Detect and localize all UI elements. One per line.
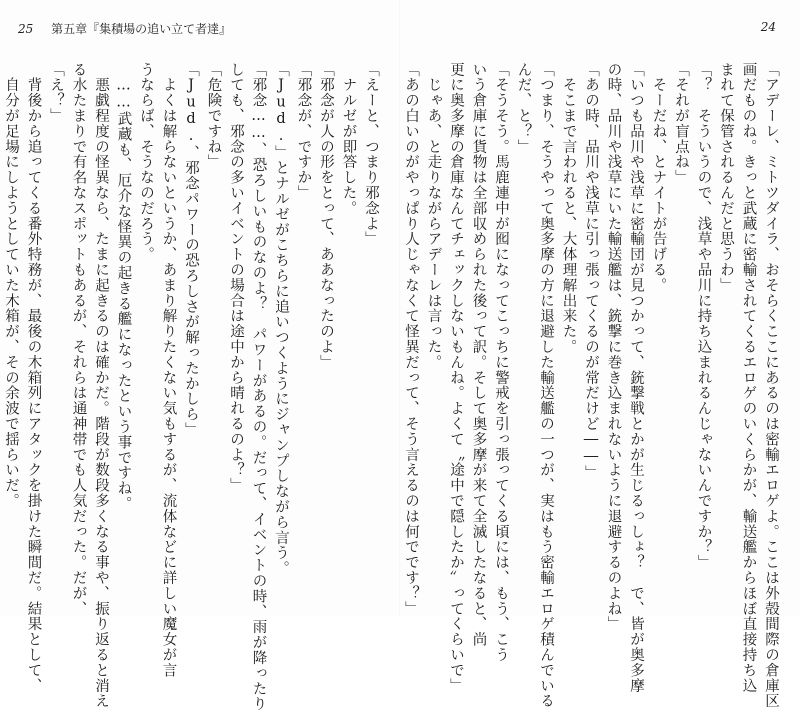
text-line: 「危険ですね」 [205, 62, 222, 170]
text-line: 更に奥多摩の倉庫なんてチェックしないもんね。よくて〝途中で隠したか〟ってくらいで」 [448, 62, 464, 694]
text-line: しても、邪念の多いイベントの場合は途中から晴れるのよ？」 [228, 62, 244, 494]
text-line: 「あの時、品川や浅草に引っ張ってくるのが常だけど――」 [583, 62, 599, 481]
text-line: 「え？」 [48, 62, 64, 124]
text-line: よくは解らないというか、あまり解りたくない気もするが、流体などに詳しい魔女が言 [160, 62, 177, 678]
text-line: 「Jud.」とナルゼがこちらに追いつくようにジャンプしながら言う。 [273, 62, 289, 577]
text-line: 「邪念……、恐ろしいものなのよ？ パワーがあるの。だって、イベントの時、雨が降ったり [250, 62, 267, 712]
text-line: 「えーと、つまり邪念よ」 [363, 62, 379, 247]
text-line: の時、品川や浅草にいた輸送艦は、銃撃に巻き込まれないように退避するのよね」 [605, 62, 622, 632]
text-line: る水たまりで有名なスポットもあるが、それらは通神帯でも人気だった。だが、 [70, 62, 87, 617]
text-line: 「？ そういうので、浅草や品川に持ち込まれるんじゃないんですか？」 [695, 62, 712, 571]
chapter-title: 第五章『集積場の追い立て者達』 [51, 22, 232, 36]
text-line: 背後から追ってくる番外特務が、最後の木箱列にアタックを掛けた瞬間だ。結果として、 [25, 62, 42, 694]
text-line: 「Jud.、邪念パワーの恐ろしさが解ったかしら」 [183, 62, 199, 438]
text-line: そーだね、とナイトが告げる。 [650, 62, 667, 293]
text-line: んだ、と？」 [515, 62, 532, 155]
text-line: 「つまり、そうやって奥多摩の方に退避した輸送艦の一つが、実はもう密輸エロゲ積んでいる [538, 62, 554, 709]
left-page-number: 25 [18, 22, 34, 36]
text-line: 「邪念が、ですか」 [295, 62, 312, 201]
text-line: 「そうそう。馬鹿連中が囮になってこっちに警戒を引っ張ってくる頃には、もう、こう [493, 62, 509, 663]
text-line: いう倉庫に貨物は全部収められた後って訳。そして奥多摩が来て全滅したなると、尚 [470, 62, 487, 648]
text-line: じゃあ、と走りながらアデーレは言った。 [425, 62, 442, 370]
text-line: 画だものね。きっと武蔵に密輸されてくるエロゲのいくらかが、輸送艦からほぼ直接持ち込 [740, 62, 757, 694]
text-line: ……武蔵も、厄介な怪異の起きる艦になったという事ですね。 [115, 62, 132, 512]
left-page-body [3, 62, 382, 712]
left-page [3, 62, 382, 712]
right-page [403, 62, 782, 709]
text-line: ナルゼが即答した。 [340, 62, 357, 216]
left-page-header [18, 20, 231, 37]
text-line: まれて保管されるんだと思うわ」 [718, 62, 734, 293]
right-page-body [403, 62, 782, 709]
text-line: 「あの白いのがやっぱり人じゃなくて怪異だって、そう言えるのは何でです？」 [403, 62, 419, 617]
text-line: 「邪念が人の形をとって、ああなったのよ」 [318, 62, 334, 370]
right-page-number: 24 [760, 20, 776, 34]
text-line: 「いつも品川や浅草に密輸団が見つかって、銃撃戦とかが生じるっしょ？ で、皆が奥多摩 [628, 62, 644, 694]
text-line: 「それが盲点ね」 [673, 62, 689, 186]
text-line: うならば、そうなのだろう。 [138, 62, 154, 263]
text-line: そこまで言われると、大体理解出来た。 [560, 62, 577, 355]
text-line: 悪戯程度の怪異なら、たまに起きるのは確かだ。階段が数段多くなる事や、振り返ると消え [93, 62, 109, 709]
text-line: 自分が足場にしようとしていた木箱が、その余波で揺らいだ。 [3, 62, 19, 509]
text-line: 「アデーレ、ミトツダイラ、おそらくここにあるのは密輸エロゲよ。ここは外殻間際の倉庫区 [763, 62, 779, 709]
